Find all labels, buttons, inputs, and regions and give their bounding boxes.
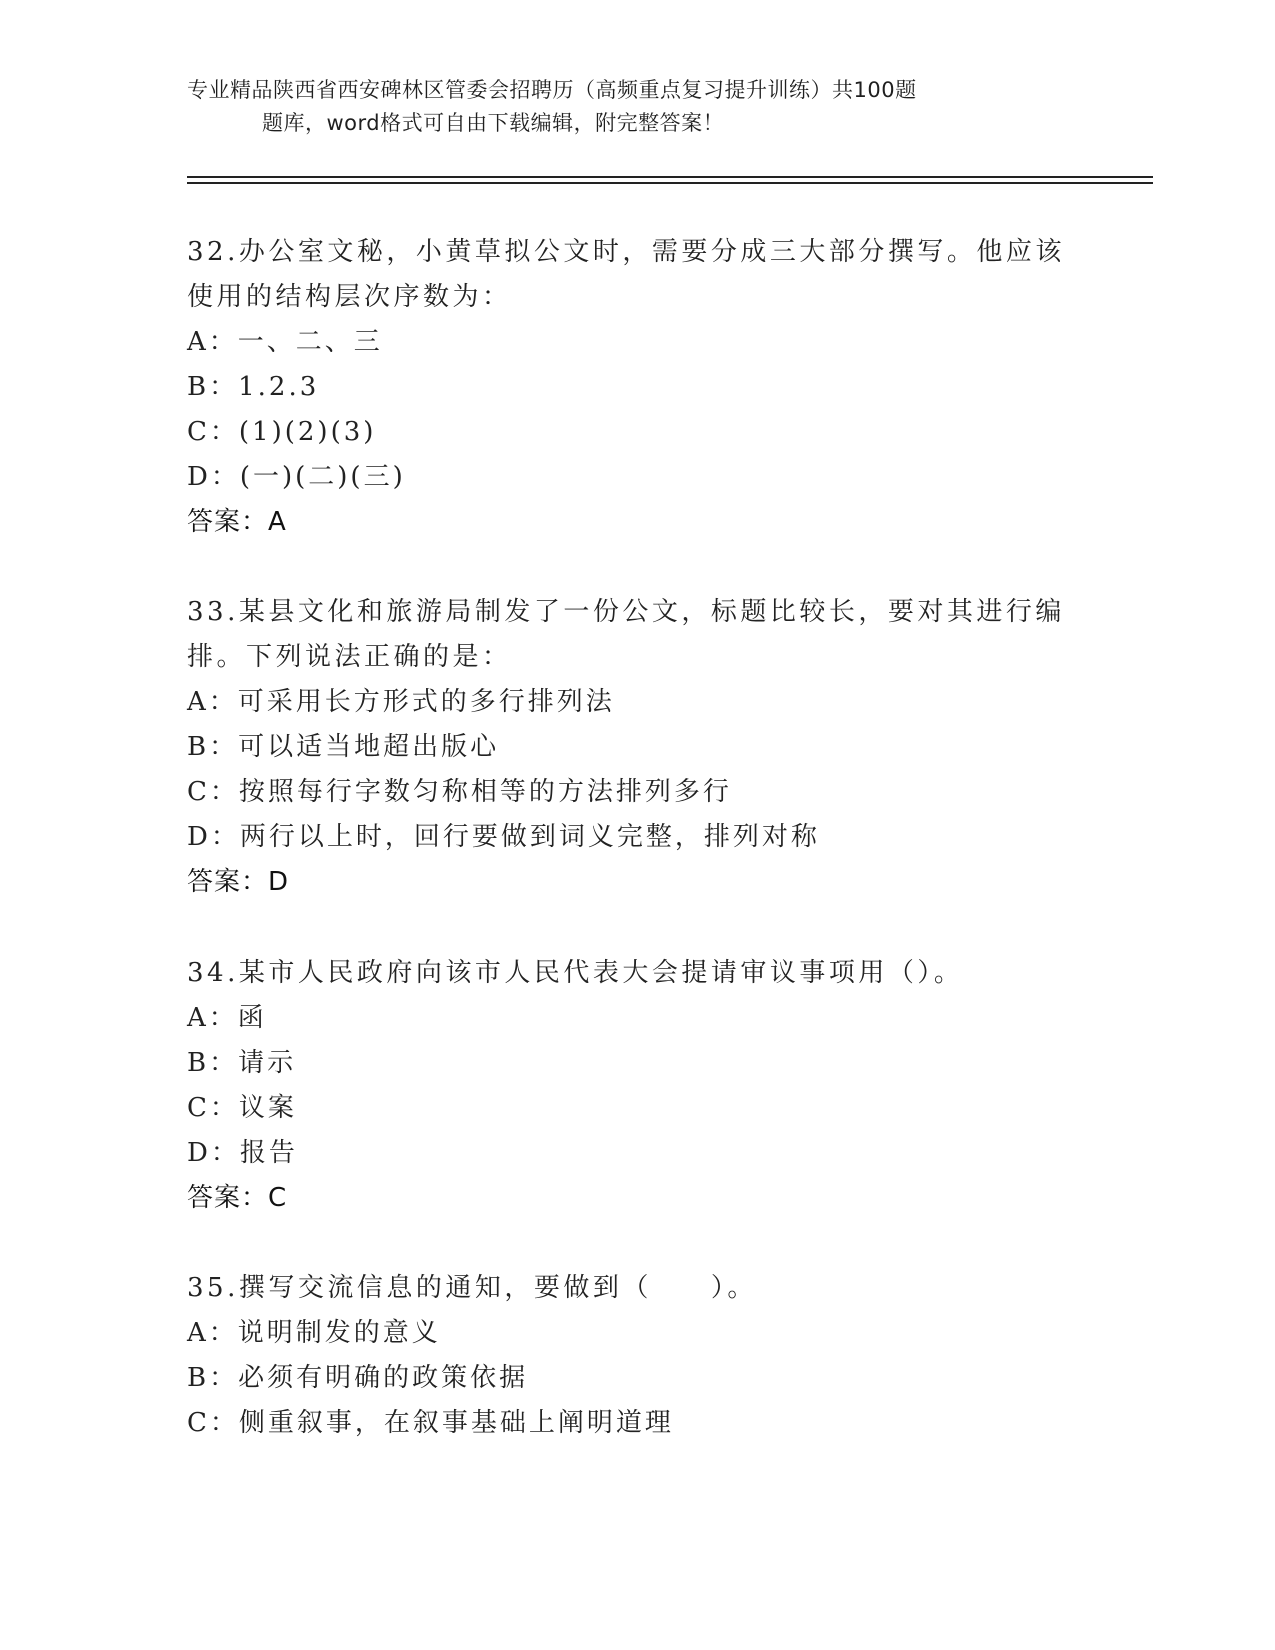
option-c: C：议案 [187, 1093, 297, 1123]
option-b: B：可以适当地超出版心 [187, 732, 500, 762]
question-33 [187, 590, 1087, 905]
option-a: A：说明制发的意义 [187, 1318, 441, 1348]
document-header [187, 74, 1047, 140]
option-a: A：函 [187, 1003, 267, 1033]
option-d: D：(一)(二)(三) [187, 462, 406, 492]
question-text: 35.撰写交流信息的通知，要做到（ ）。 [187, 1273, 757, 1303]
option-b: B：1.2.3 [187, 372, 320, 402]
option-d: D：报告 [187, 1138, 298, 1168]
question-text: 34.某市人民政府向该市人民代表大会提请审议事项用（）。 [187, 958, 964, 988]
option-b: B：请示 [187, 1048, 297, 1078]
option-c: C：(1)(2)(3) [187, 417, 377, 447]
answer-label: 答案：A [187, 507, 287, 537]
option-a: A：可采用长方形式的多行排列法 [187, 687, 615, 717]
option-b: B：必须有明确的政策依据 [187, 1363, 529, 1393]
option-c: C：侧重叙事，在叙事基础上阐明道理 [187, 1408, 674, 1438]
question-text: 32.办公室文秘，小黄草拟公文时，需要分成三大部分撰写。他应该使用的结构层次序数为： [187, 237, 1065, 312]
header-divider-top [187, 176, 1153, 178]
answer-label: 答案：C [187, 1183, 288, 1213]
option-d: D：两行以上时，回行要做到词义完整，排列对称 [187, 822, 820, 852]
answer-label: 答案：D [187, 867, 290, 897]
header-line-1: 专业精品陕西省西安碑林区管委会招聘历（高频重点复习提升训练）共100题 [187, 78, 917, 102]
question-34 [187, 951, 1087, 1221]
option-a: A：一、二、三 [187, 327, 383, 357]
header-line-2: 题库，word格式可自由下载编辑，附完整答案！ [262, 111, 725, 135]
question-35 [187, 1266, 1087, 1446]
question-text: 33.某县文化和旅游局制发了一份公文，标题比较长，要对其进行编排。下列说法正确的是： [187, 597, 1065, 672]
header-divider-bottom [187, 182, 1153, 184]
question-32 [187, 230, 1087, 545]
option-c: C：按照每行字数匀称相等的方法排列多行 [187, 777, 732, 807]
